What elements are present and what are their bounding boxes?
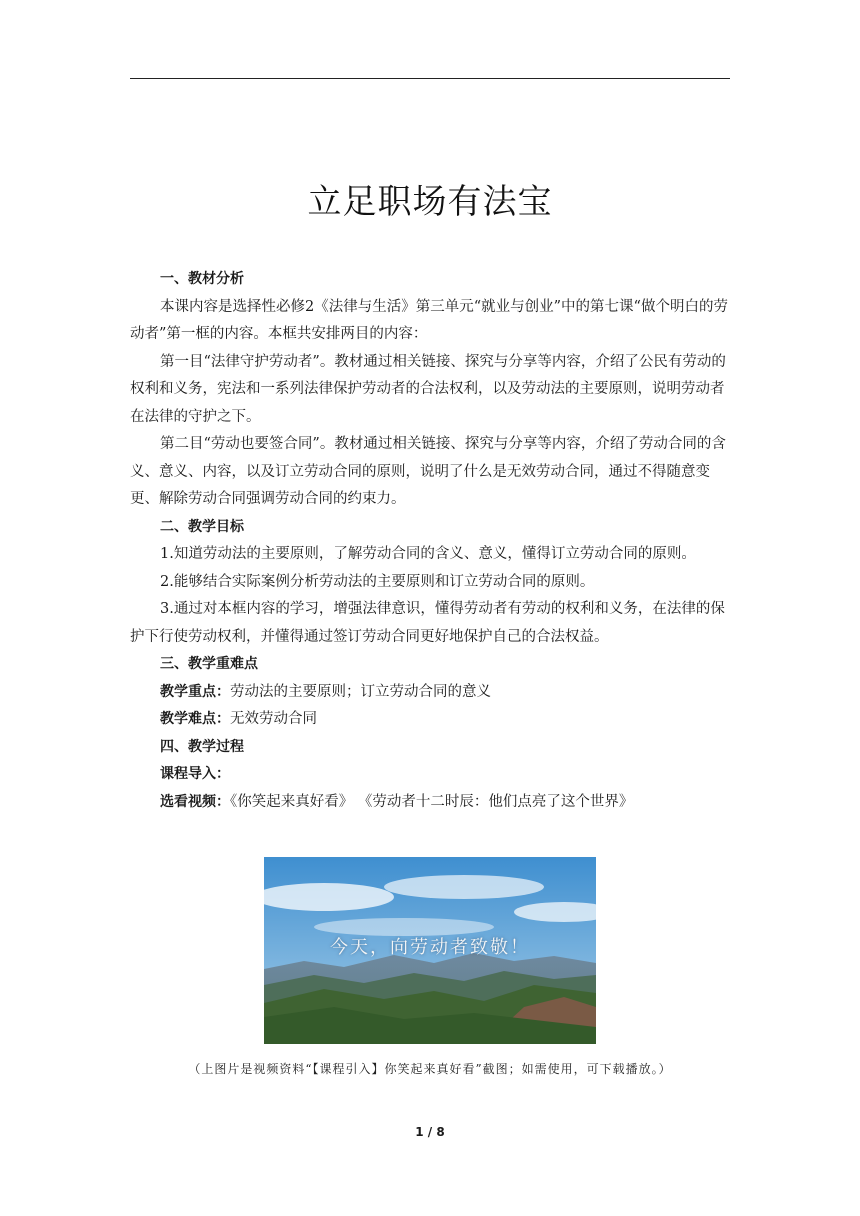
paragraph: 本课内容是选择性必修2《法律与生活》第三单元“就业与创业”中的第七课“做个明白的劳动者”第一框的内容。本框共安排两目的内容： bbox=[130, 298, 728, 342]
goal-item: 3.通过对本框内容的学习，增强法律意识，懂得劳动者有劳动的权利和义务，在法律的保护下行使劳动权利，并懂得通过签订劳动合同更好地保护自己的合法权益。 bbox=[130, 601, 725, 645]
section-heading-process: 四、教学过程 bbox=[160, 738, 244, 755]
key-point-line bbox=[130, 679, 730, 707]
difficulty-text: 无效劳动合同 bbox=[230, 711, 317, 727]
paragraph: 第一目“法律守护劳动者”。教材通过相关链接、探究与分享等内容，介绍了公民有劳动的权利和义务，宪法和一系列法律保护劳动者的合法权利，以及劳动法的主要原则，说明劳动者在法律的守护之下。 bbox=[130, 353, 726, 425]
document-title: 立足职场有法宝 bbox=[307, 182, 553, 222]
section-heading-analysis: 一、教材分析 bbox=[160, 271, 244, 287]
intro-line bbox=[130, 761, 730, 789]
paragraph: 第二目“劳动也要签合同”。教材通过相关链接、探究与分享等内容，介绍了劳动合同的含义、意义、内容，以及订立劳动合同的原则，说明了什么是无效劳动合同，通过不得随意变更、解除劳动合同强调劳动合同的约束力。 bbox=[130, 436, 726, 507]
difficulty-label: 教学难点： bbox=[160, 711, 230, 727]
header-rule bbox=[130, 78, 730, 79]
section-heading-key-points: 三、教学重难点 bbox=[160, 656, 258, 672]
image-caption: （上图片是视频资料“【课程引入】你笑起来真好看”截图；如需使用，可下载播放。） bbox=[188, 1062, 672, 1076]
video-label: 选看视频： bbox=[160, 793, 230, 810]
video-titles: 《你笑起来真好看》 《劳动者十二时辰：他们点亮了这个世界》 bbox=[230, 793, 634, 810]
video-line bbox=[130, 789, 730, 817]
intro-label: 课程导入： bbox=[160, 766, 230, 782]
key-point-text: 劳动法的主要原则；订立劳动合同的意义 bbox=[230, 683, 491, 700]
image-overlay-text: 今天，向劳动者致敬！ bbox=[330, 937, 530, 958]
goal-item: 2.能够结合实际案例分析劳动法的主要原则和订立劳动合同的原则。 bbox=[160, 573, 595, 590]
goal-item: 1.知道劳动法的主要原则，了解劳动合同的含义、意义，懂得订立劳动合同的原则。 bbox=[160, 546, 696, 562]
video-screenshot-image bbox=[264, 857, 596, 1044]
page-number: 1 / 8 bbox=[415, 1125, 445, 1139]
difficulty-line bbox=[130, 706, 730, 734]
section-heading-goals: 二、教学目标 bbox=[160, 518, 244, 535]
document-body bbox=[130, 266, 730, 816]
key-point-label: 教学重点： bbox=[160, 683, 230, 700]
